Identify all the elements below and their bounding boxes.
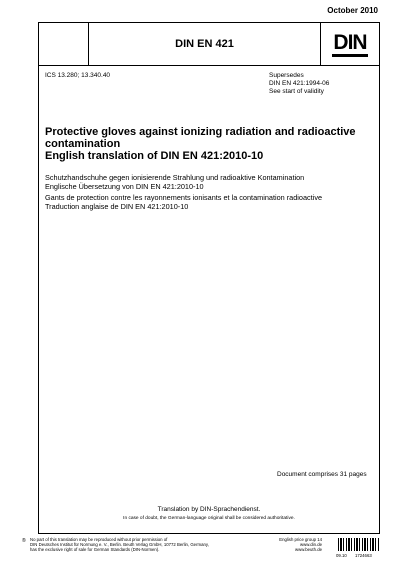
din-website: www.din.de [300,542,322,548]
french-translation-note: Traduction anglaise de DIN EN 421:2010-10 [45,202,189,211]
copyright-notice [30,537,250,553]
notice-line: DIN Deutsches Institut für Normung e. V., Berlin. Beuth Verlag GmbH, 10772 Berlin, Germany, [30,542,209,548]
barcode-date: 09.10 [336,553,347,558]
french-title: Gants de protection contre les rayonnements ionisants et la contamination radioactive [45,193,323,202]
notice-line: No part of this translation may be reproduced without prior permission of [30,537,168,542]
english-translation-title: English translation of DIN EN 421:2010-10 [45,150,264,162]
validity-note: See start of validity [269,88,324,95]
page-count-note: Document comprises 31 pages [277,471,367,478]
supersedes-label: Supersedes [269,72,304,79]
din-logo: DIN [332,32,368,57]
authoritative-note: In case of doubt, the German-language original shall be considered authoritative. [123,516,295,521]
header-logo-cell [320,23,379,65]
document-title: Protective gloves against ionizing radiation and radioactive contamination [45,126,356,150]
supersedes-block [269,72,329,96]
ics-code: ICS 13.280; 13.340.40 [45,72,111,79]
notice-line: has the exclusive right of sale for German Standards (DIN-Normen). [30,547,160,553]
publication-date: October 2010 [327,6,378,15]
german-translation-note: Englische Übersetzung von DIN EN 421:2010-10 [45,182,204,191]
price-group: English price group 14 [279,537,322,542]
standard-number: DIN EN 421 [175,38,234,50]
barcode-number: 1724663 [355,553,372,558]
beuth-website: www.beuth.de [295,547,322,553]
translation-credit: Translation by DIN-Sprachendienst. [157,506,261,513]
footer [22,534,382,564]
barcode [338,538,380,551]
german-title-block [45,173,375,191]
german-title: Schutzhandschuhe gegen ionisierende Strahlung und radioaktive Kontamination [45,173,305,182]
superseded-standard: DIN EN 421:1994-06 [269,80,330,87]
cover-frame [38,22,380,534]
copyright-icon: ® [22,538,26,544]
document-title-block [45,126,375,162]
french-title-block [45,193,375,211]
header-left-cell [39,23,89,65]
header-bar [39,23,379,66]
price-info [262,537,322,553]
